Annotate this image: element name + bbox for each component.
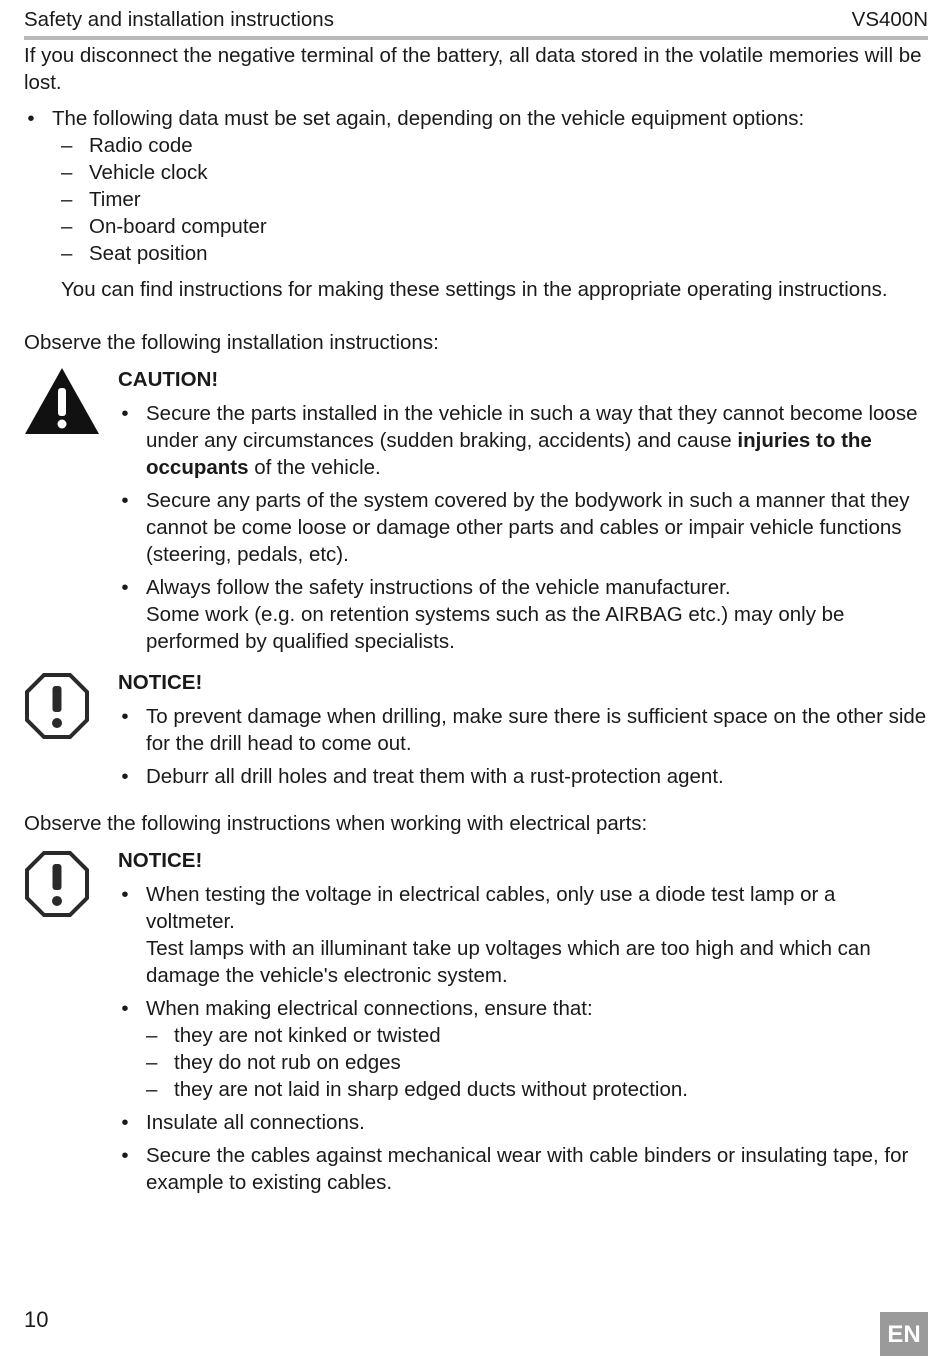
bullet-dot: • (27, 107, 35, 130)
notice-block-electrical (24, 847, 929, 1196)
notice-octagon-icon (24, 850, 100, 925)
list-item: – Vehicle clock (61, 161, 208, 184)
notice-title: NOTICE! (118, 671, 203, 694)
list-item: • Secure any parts of the system covered by the bodywork in such a manner that they cannot be come loose or damage other parts and cables or impair vehicle functions (steering, pedals, etc). (121, 489, 910, 566)
notice-octagon-icon (24, 672, 100, 747)
sub-list-item: – they do not rub on edges (146, 1051, 401, 1074)
page-content (24, 42, 929, 1202)
sub-list-item: – they are not laid in sharp edged ducts without protection. (146, 1078, 688, 1101)
installation-intro: Observe the following installation instructions: (24, 331, 439, 354)
reset-note: You can find instructions for making these settings in the appropriate operating instructions. (61, 278, 888, 301)
warning-triangle-icon (24, 366, 100, 443)
list-item: • Deburr all drill holes and treat them with a rust-protection agent. (121, 765, 724, 788)
list-item: • To prevent damage when drilling, make sure there is sufficient space on the other side for the drill head to come out. (121, 705, 927, 755)
list-item: – On-board computer (61, 215, 267, 238)
list-item: • Always follow the safety instructions of the vehicle manufacturer. Some work (e.g. on retention systems such as the AIRBAG etc.) may only be performed by qualified specialists. (121, 576, 845, 653)
language-badge: EN (880, 1312, 928, 1356)
list-item: • Secure the cables against mechanical wear with cable binders or insulating tape, for example to existing cables. (121, 1144, 909, 1194)
list-item: – Seat position (61, 242, 208, 265)
section-title: Safety and installation instructions (24, 8, 334, 31)
list-item: • When testing the voltage in electrical cables, only use a diode test lamp or a voltmeter. Test lamps with an illuminant take up voltages which are too high and which can damage the vehicle's electronic system. (121, 883, 871, 987)
notice-block-drilling (24, 669, 929, 790)
battery-intro: If you disconnect the negative terminal of the battery, all data stored in the volatile memories will be lost. (24, 44, 922, 94)
model-number: VS400N (851, 8, 928, 31)
emphasis: injuries to the occupants (146, 429, 872, 479)
sub-list-item: – they are not kinked or twisted (146, 1024, 441, 1047)
list-item: • Secure the parts installed in the vehicle in such a way that they cannot become loose under any circumstances (sudden braking, accidents) and cause injuries to the occupants of the vehicle. (121, 402, 918, 479)
caution-block (24, 366, 929, 655)
list-item: – Timer (61, 188, 141, 211)
list-item: – Radio code (61, 134, 193, 157)
reset-bullet-text: The following data must be set again, depending on the vehicle equipment options: (52, 107, 805, 130)
page-header (24, 6, 928, 40)
notice-title: NOTICE! (118, 849, 203, 872)
electrical-intro: Observe the following instructions when working with electrical parts: (24, 812, 648, 835)
reset-bullet (24, 105, 929, 132)
caution-title: CAUTION! (118, 368, 219, 391)
list-item: • Insulate all connections. (121, 1111, 365, 1134)
page-number: 10 (24, 1307, 49, 1332)
list-item: • When making electrical connections, ensure that: – they are not kinked or twisted – they do not rub on edges – they are not laid in sharp edged ducts without protection. (118, 995, 929, 1103)
